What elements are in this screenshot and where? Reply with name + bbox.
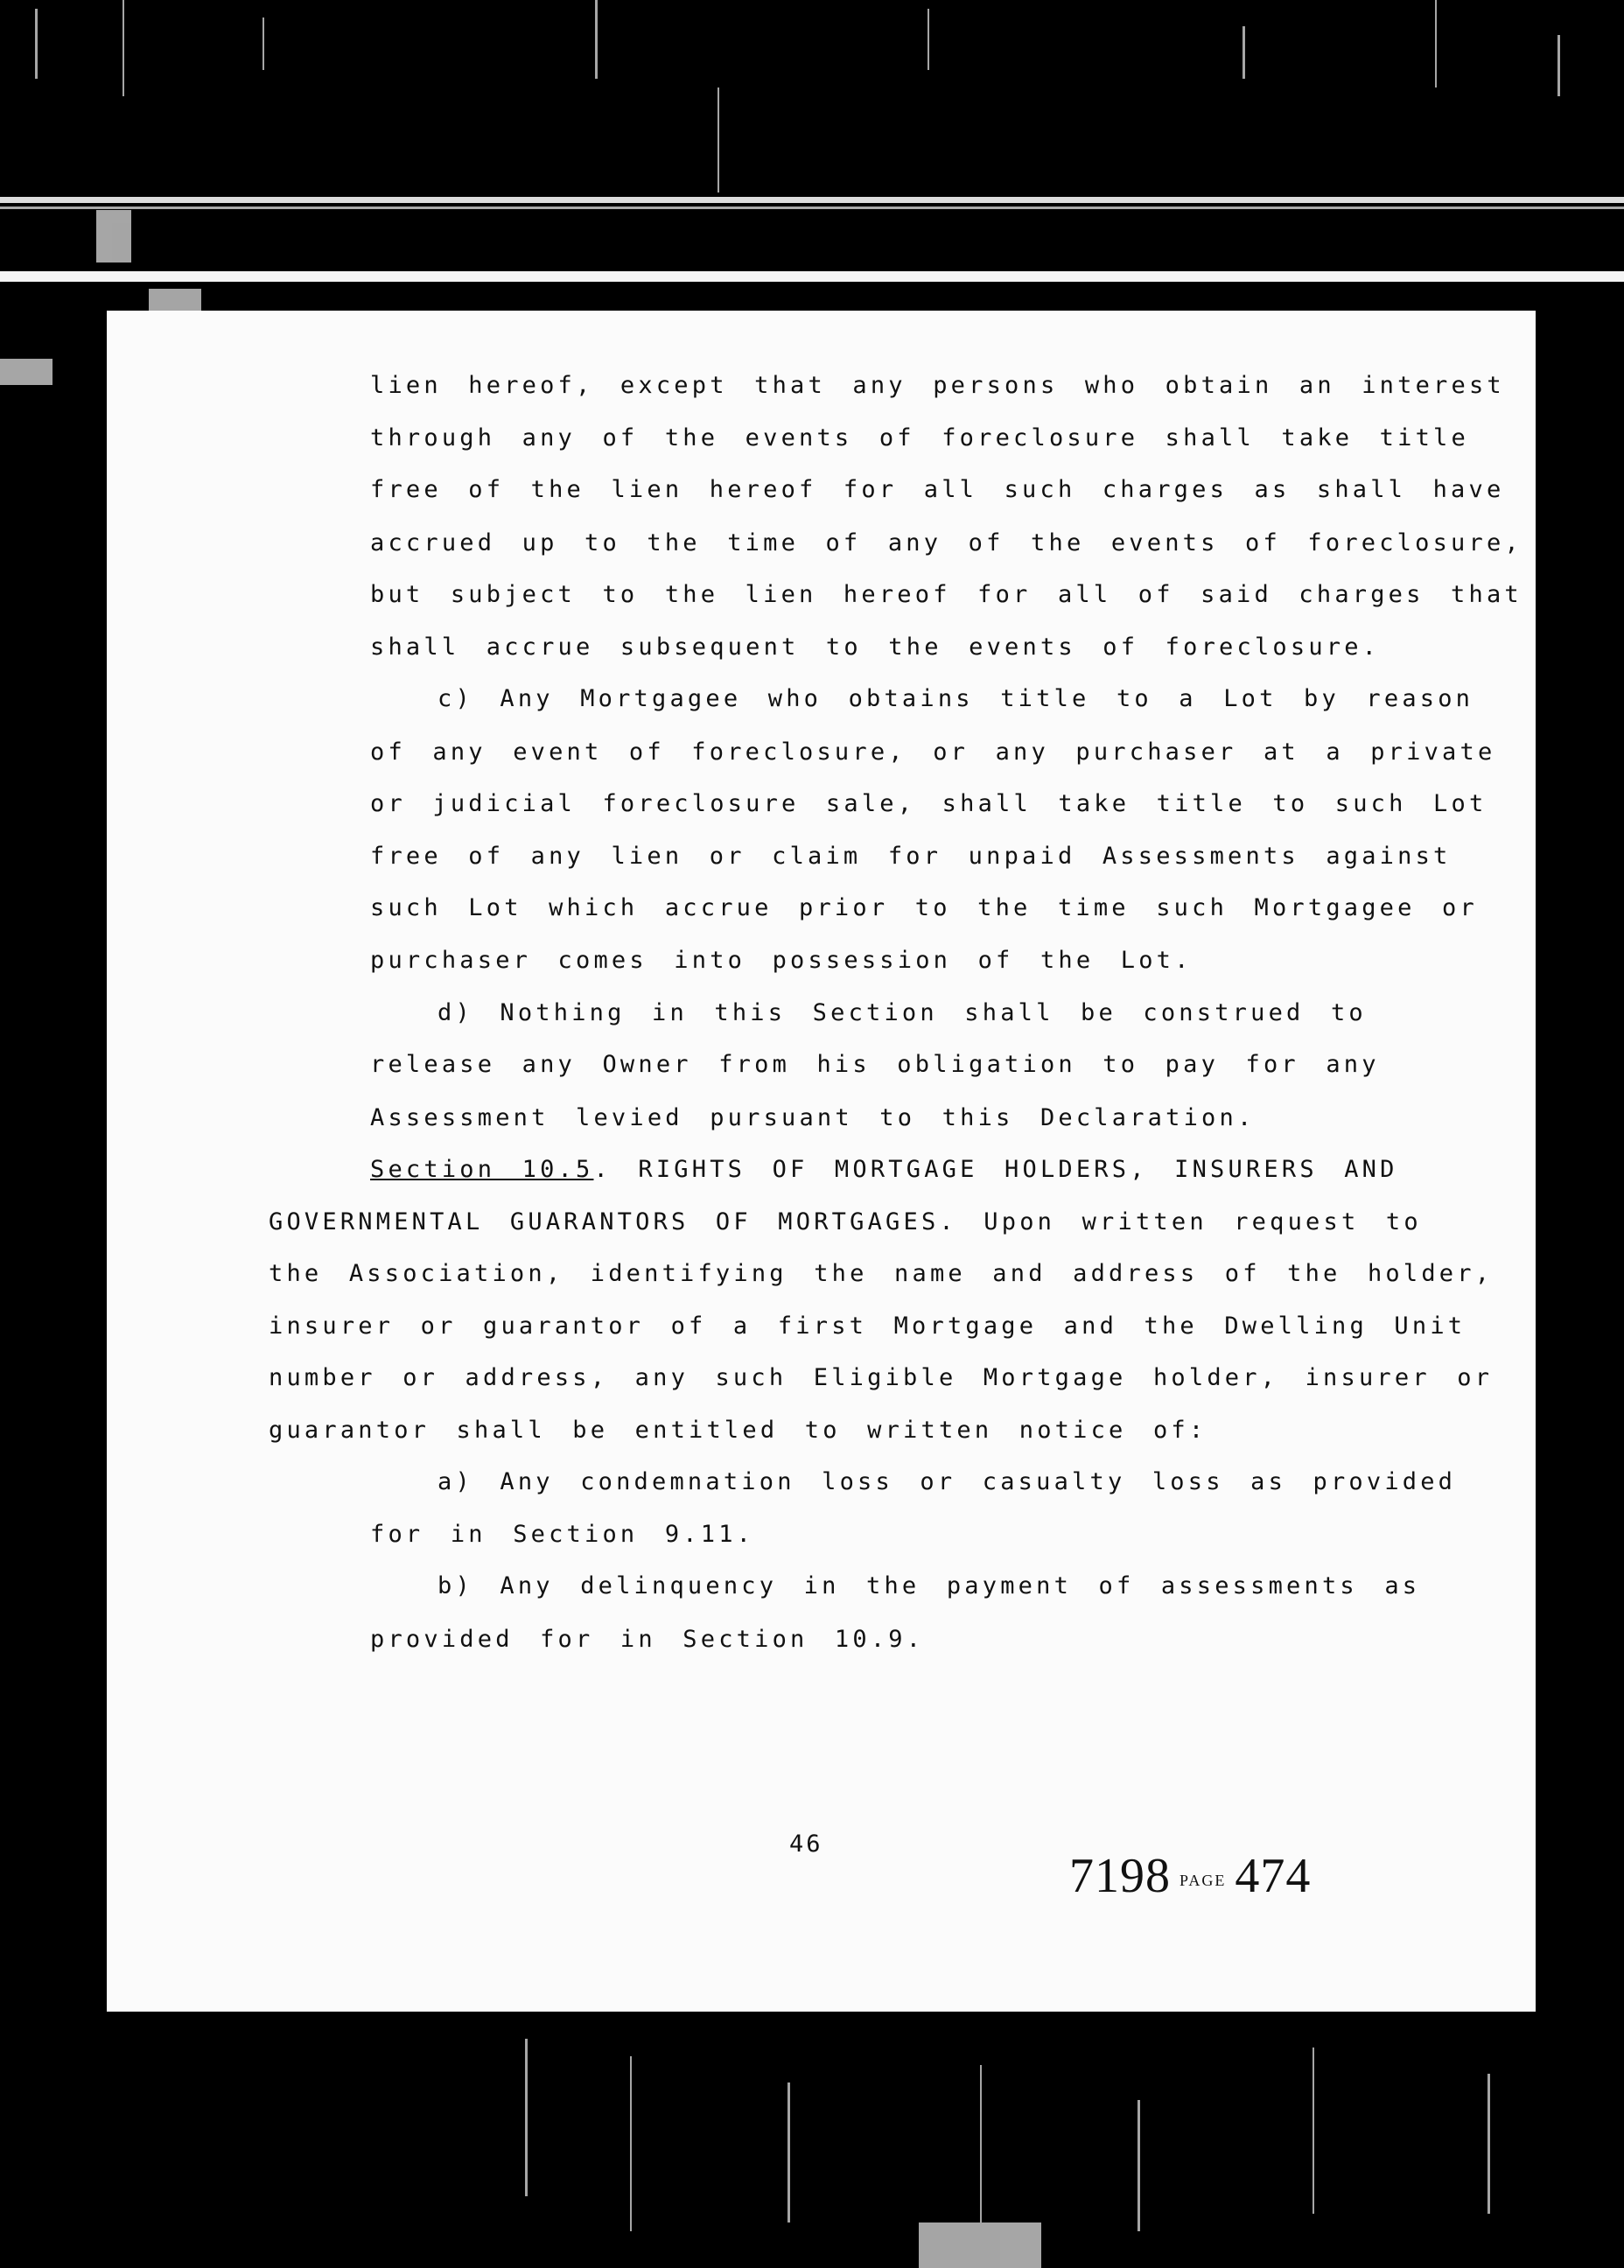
text-line: guarantor shall be entitled to written notice of:	[269, 1417, 1208, 1444]
section-heading: Section 10.5	[370, 1156, 594, 1183]
text-line: accrued up to the time of any of the events of foreclosure,	[370, 529, 1522, 556]
section-heading-line	[370, 1155, 1398, 1185]
text-line: the Association, identifying the name and address of the holder,	[269, 1260, 1494, 1287]
page-number: 46	[789, 1830, 823, 1858]
text-line: free of any lien or claim for unpaid Assessments against	[370, 843, 1452, 870]
text-line: but subject to the lien hereof for all of said charges that	[370, 581, 1522, 608]
book-page-stamp	[1069, 1848, 1311, 1904]
text-line: Assessment levied pursuant to this Declaration.	[370, 1104, 1256, 1131]
text-line: lien hereof, except that any persons who obtain an interest	[370, 372, 1505, 399]
text-line: insurer or guarantor of a first Mortgage and the Dwelling Unit	[269, 1312, 1466, 1340]
text-line: GOVERNMENTAL GUARANTORS OF MORTGAGES. Upon written request to	[269, 1208, 1422, 1236]
text-line: such Lot which accrue prior to the time such Mortgagee or	[370, 894, 1478, 921]
text-line: for in Section 9.11.	[370, 1521, 755, 1548]
book-page-number: 474	[1235, 1849, 1312, 1903]
text-line: through any of the events of foreclosure shall take title	[370, 424, 1469, 452]
text-line: shall accrue subsequent to the events of foreclosure.	[370, 634, 1381, 661]
text-line: a) Any condemnation loss or casualty loss as provided	[438, 1468, 1457, 1495]
text-line: release any Owner from his obligation to pay for any	[370, 1051, 1380, 1078]
book-number: 7198	[1069, 1849, 1171, 1903]
text-line: of any event of foreclosure, or any purchaser at a private	[370, 738, 1496, 766]
text-line: c) Any Mortgagee who obtains title to a Lot by reason	[438, 685, 1474, 712]
text-line: number or address, any such Eligible Mortgage holder, insurer or	[269, 1364, 1494, 1391]
text-line: purchaser comes into possession of the Lot.	[370, 947, 1193, 974]
section-title: . RIGHTS OF MORTGAGE HOLDERS, INSURERS AND	[593, 1156, 1398, 1183]
text-line: provided for in Section 10.9.	[370, 1626, 925, 1653]
text-line: b) Any delinquency in the payment of assessments as	[438, 1572, 1421, 1600]
book-page-label: PAGE	[1180, 1871, 1227, 1889]
text-line: d) Nothing in this Section shall be construed to	[438, 999, 1367, 1026]
text-line: or judicial foreclosure sale, shall take title to such Lot	[370, 790, 1488, 817]
text-line: free of the lien hereof for all such charges as shall have	[370, 476, 1505, 503]
